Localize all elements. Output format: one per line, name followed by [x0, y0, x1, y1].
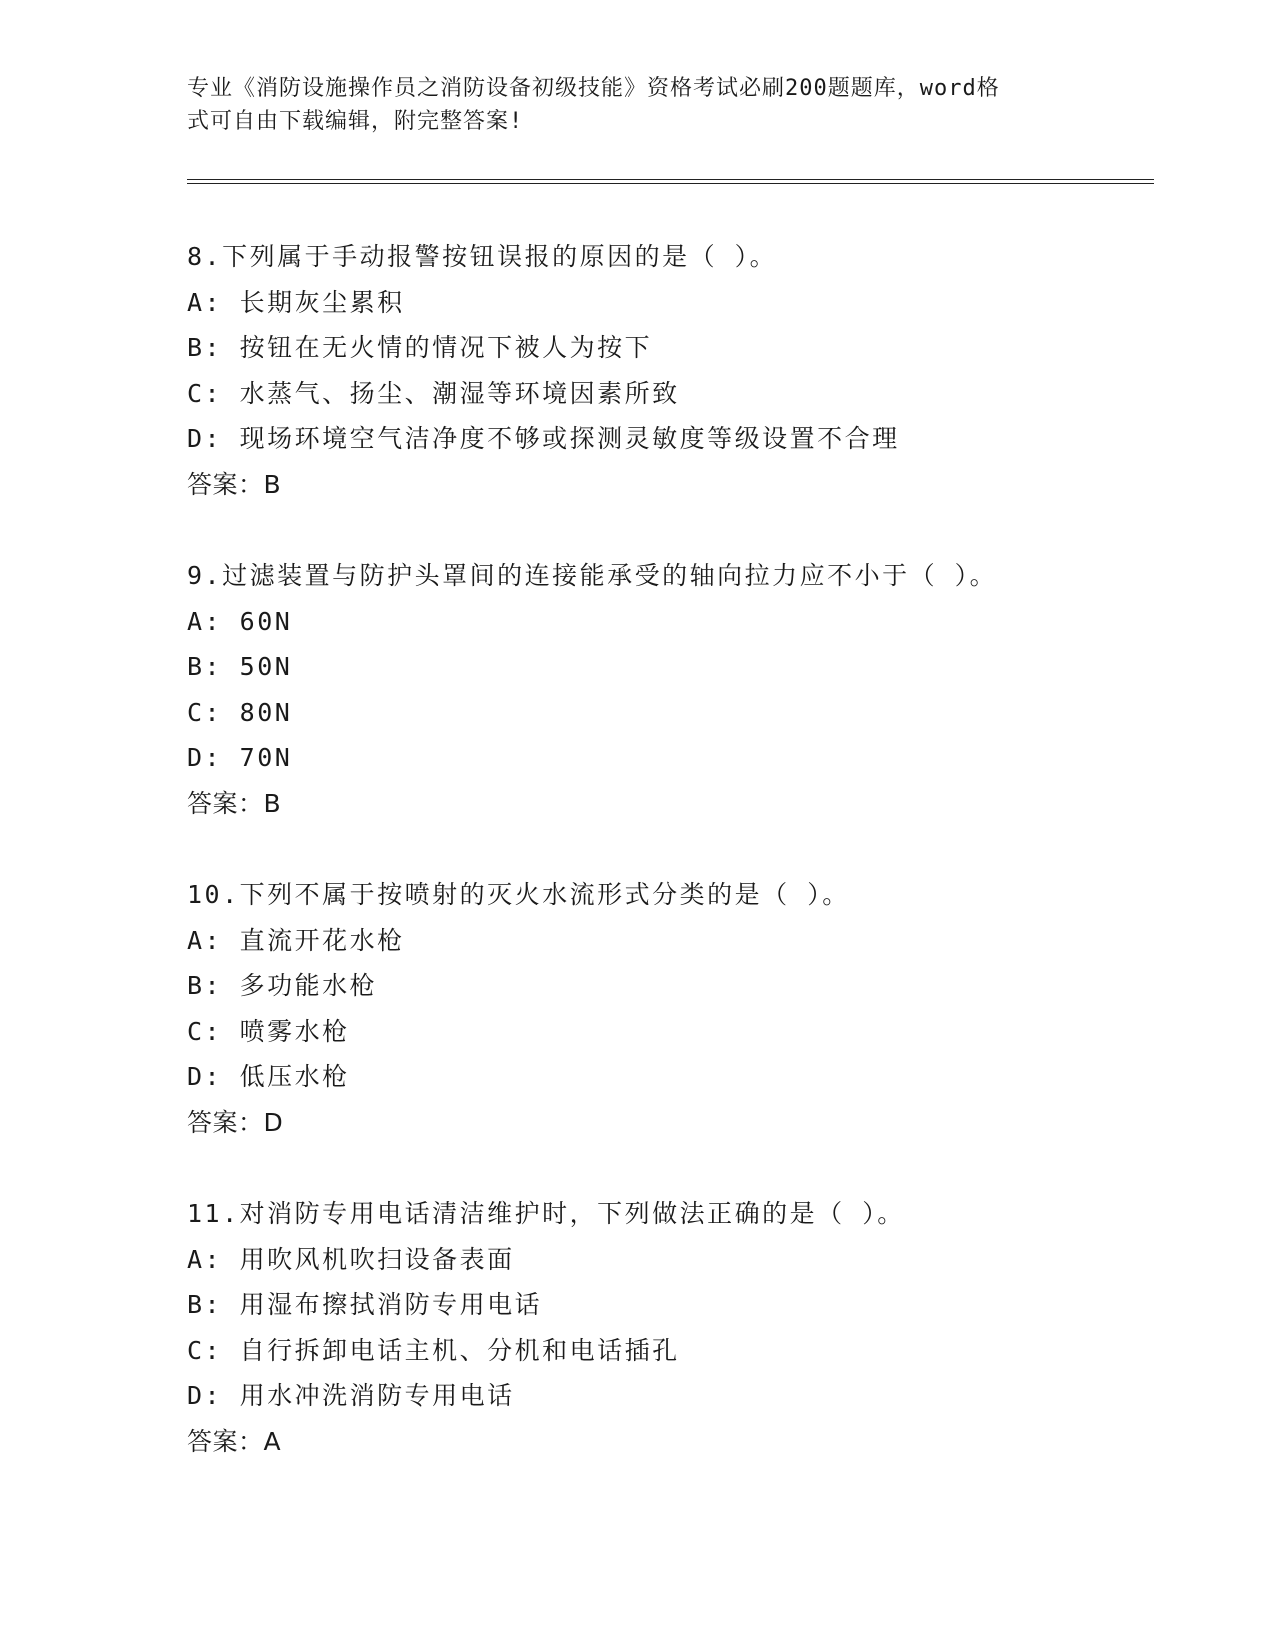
option-d: D: 70N [187, 743, 293, 772]
option-b: B: 50N [187, 652, 293, 681]
answer-line: 答案：A [187, 1426, 282, 1456]
option-a: A: 60N [187, 606, 293, 636]
question-stem: 11.对消防专用电话清洁维护时，下列做法正确的是（ ）。 [187, 1199, 905, 1228]
option-c: C: 80N [187, 697, 293, 727]
option-a: A: 长期灰尘累积 [187, 287, 405, 317]
option-c: C: 自行拆卸电话主机、分机和电话插孔 [187, 1335, 680, 1365]
header-divider-bottom [187, 183, 1154, 184]
option-d: D: 现场环境空气洁净度不够或探测灵敏度等级设置不合理 [187, 424, 900, 453]
question-block [187, 1191, 1147, 1464]
option-b: B: 按钮在无火情的情况下被人为按下 [187, 333, 653, 362]
answer-line: 答案：B [187, 469, 282, 499]
option-a: A: 直流开花水枪 [187, 925, 405, 955]
answer-line: 答案：D [187, 1107, 284, 1137]
question-block [187, 553, 1147, 826]
option-b: B: 用湿布擦拭消防专用电话 [187, 1290, 543, 1319]
question-stem: 10.下列不属于按喷射的灭火水流形式分类的是（ ）。 [187, 880, 850, 909]
answer-line: 答案：B [187, 788, 282, 818]
option-c: C: 水蒸气、扬尘、潮湿等环境因素所致 [187, 378, 680, 408]
option-b: B: 多功能水枪 [187, 971, 378, 1000]
header-divider-top [187, 179, 1154, 180]
header-line-1: 专业《消防设施操作员之消防设备初级技能》资格考试必刷200题题库，word格 [187, 76, 1000, 101]
option-d: D: 低压水枪 [187, 1062, 350, 1091]
question-block [187, 872, 1147, 1145]
question-stem: 8.下列属于手动报警按钮误报的原因的是（ ）。 [187, 242, 778, 271]
option-c: C: 喷雾水枪 [187, 1016, 350, 1046]
option-d: D: 用水冲洗消防专用电话 [187, 1381, 515, 1410]
question-block [187, 234, 1147, 507]
document-header [187, 72, 1067, 138]
header-line-2: 式可自由下载编辑，附完整答案! [187, 109, 524, 134]
question-stem: 9.过滤装置与防护头罩间的连接能承受的轴向拉力应不小于（ ）。 [187, 561, 998, 590]
option-a: A: 用吹风机吹扫设备表面 [187, 1244, 515, 1274]
